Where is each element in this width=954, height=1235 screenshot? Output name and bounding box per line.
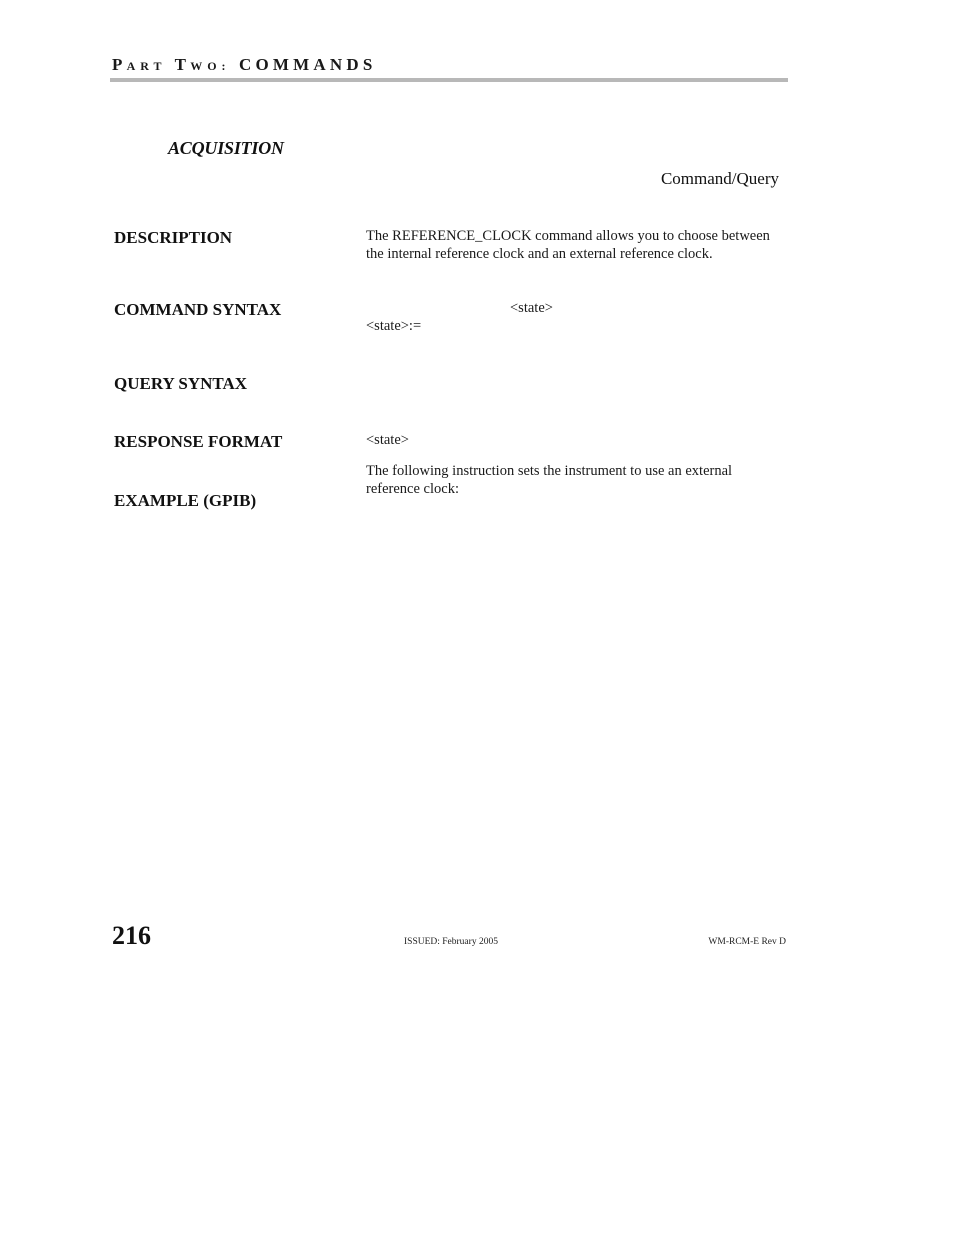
description-text: The REFERENCE_CLOCK command allows you to choose between the internal reference clock and an external reference clock. <box>366 228 770 262</box>
response-format-label: RESPONSE FORMAT <box>114 432 283 451</box>
header-divider <box>110 78 788 82</box>
header-commands: COMMANDS <box>239 55 377 74</box>
description-label: DESCRIPTION <box>114 228 233 247</box>
header-part-initial: P <box>112 55 127 74</box>
header-part-rest: ART <box>126 59 167 73</box>
header-two-initial: T <box>174 55 191 74</box>
running-header <box>112 55 377 75</box>
query-syntax-label: QUERY SYNTAX <box>114 374 248 393</box>
command-syntax-label: COMMAND SYNTAX <box>114 300 282 319</box>
command-category: ACQUISITION <box>168 138 284 158</box>
command-syntax-state-definition: <state>:= <box>366 318 422 334</box>
page-number: 216 <box>112 921 151 950</box>
command-type: Command/Query <box>660 169 779 188</box>
footer-issued-date: ISSUED: February 2005 <box>404 937 498 947</box>
command-syntax-state-param: <state> <box>510 300 553 316</box>
footer-revision: WM-RCM-E Rev D <box>708 937 786 947</box>
example-label: EXAMPLE (GPIB) <box>114 491 257 510</box>
response-format-state-param: <state> <box>366 432 409 448</box>
header-two-rest: WO: <box>190 59 231 73</box>
example-text: The following instruction sets the instrument to use an external reference clock: <box>366 463 733 497</box>
